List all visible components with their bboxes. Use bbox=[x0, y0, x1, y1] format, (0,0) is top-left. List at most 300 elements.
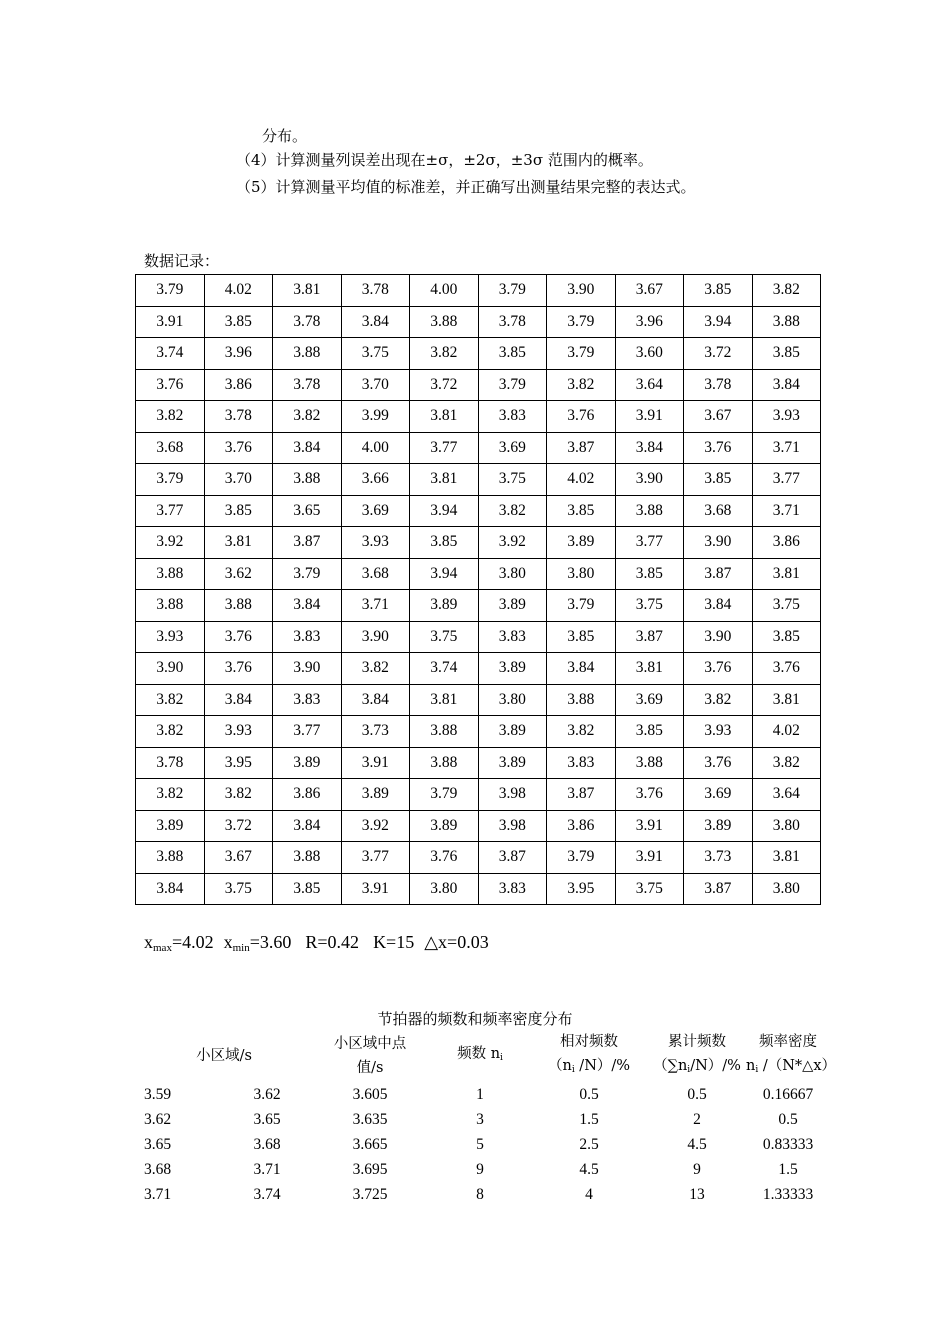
xmax-base: x bbox=[144, 932, 153, 952]
table-cell: 3.78 bbox=[136, 747, 205, 779]
table-cell: 3.74 bbox=[410, 653, 479, 685]
cumulative-frequency: 0.5 bbox=[687, 1085, 707, 1103]
interval-end: 3.71 bbox=[253, 1160, 281, 1178]
table-cell: 3.82 bbox=[136, 716, 205, 748]
table-cell: 3.82 bbox=[341, 653, 410, 685]
table-cell: 3.90 bbox=[136, 653, 205, 685]
table-cell: 3.91 bbox=[341, 747, 410, 779]
table-cell: 3.89 bbox=[410, 590, 479, 622]
table-cell: 3.87 bbox=[273, 527, 342, 559]
count: 9 bbox=[476, 1160, 484, 1178]
table-cell: 3.78 bbox=[478, 306, 547, 338]
table-cell: 3.84 bbox=[752, 369, 821, 401]
table-cell: 3.96 bbox=[204, 338, 273, 370]
table-cell: 3.85 bbox=[752, 338, 821, 370]
header-relative-tail: /N）/% bbox=[574, 1058, 631, 1074]
frequency-row bbox=[138, 1132, 830, 1157]
count: 1 bbox=[476, 1085, 484, 1103]
table-cell: 3.91 bbox=[341, 873, 410, 905]
table-cell: 3.93 bbox=[204, 716, 273, 748]
interval-start: 3.65 bbox=[144, 1135, 172, 1153]
table-cell: 3.91 bbox=[615, 810, 684, 842]
table-cell: 3.85 bbox=[478, 338, 547, 370]
header-midpoint-line2: 值/s bbox=[356, 1060, 384, 1076]
interval-end: 3.68 bbox=[253, 1135, 281, 1153]
midpoint: 3.725 bbox=[352, 1185, 388, 1203]
table-cell: 3.82 bbox=[204, 779, 273, 811]
table-cell: 3.85 bbox=[410, 527, 479, 559]
table-cell: 3.76 bbox=[204, 621, 273, 653]
table-cell: 3.83 bbox=[273, 684, 342, 716]
relative-frequency: 2.5 bbox=[579, 1135, 599, 1153]
table-cell: 3.93 bbox=[752, 401, 821, 433]
table-cell: 3.88 bbox=[273, 464, 342, 496]
table-cell: 3.88 bbox=[204, 590, 273, 622]
header-cumulative-sub: i bbox=[687, 1065, 691, 1075]
table-cell: 3.88 bbox=[615, 747, 684, 779]
interval-start: 3.71 bbox=[144, 1185, 172, 1203]
table-cell: 3.88 bbox=[136, 590, 205, 622]
table-cell: 3.92 bbox=[136, 527, 205, 559]
table-cell: 3.71 bbox=[752, 432, 821, 464]
table-cell: 3.81 bbox=[410, 684, 479, 716]
table-cell: 3.66 bbox=[341, 464, 410, 496]
table-cell: 3.71 bbox=[341, 590, 410, 622]
table-row bbox=[136, 275, 821, 307]
table-cell: 3.91 bbox=[136, 306, 205, 338]
table-row bbox=[136, 464, 821, 496]
table-cell: 3.99 bbox=[341, 401, 410, 433]
table-cell: 3.96 bbox=[615, 306, 684, 338]
table-cell: 3.76 bbox=[684, 432, 753, 464]
header-density-line1: 频率密度 bbox=[759, 1034, 818, 1050]
table-cell: 4.02 bbox=[752, 716, 821, 748]
table-cell: 3.85 bbox=[615, 716, 684, 748]
frequency-row bbox=[138, 1107, 830, 1132]
intro-line-3: （5）计算测量平均值的标准差，并正确写出测量结果完整的表达式。 bbox=[236, 178, 696, 196]
table-cell: 3.86 bbox=[273, 779, 342, 811]
table-cell: 3.87 bbox=[684, 873, 753, 905]
header-relative-n: （n bbox=[547, 1058, 572, 1074]
table-row bbox=[136, 432, 821, 464]
table-cell: 3.82 bbox=[478, 495, 547, 527]
table-cell: 3.73 bbox=[684, 842, 753, 874]
table-cell: 3.84 bbox=[273, 810, 342, 842]
table-row bbox=[136, 527, 821, 559]
interval-end: 3.74 bbox=[253, 1185, 281, 1203]
table-cell: 3.76 bbox=[615, 779, 684, 811]
table-cell: 3.69 bbox=[478, 432, 547, 464]
table-cell: 3.77 bbox=[752, 464, 821, 496]
table-cell: 3.82 bbox=[684, 684, 753, 716]
table-cell: 3.82 bbox=[752, 747, 821, 779]
table-cell: 3.74 bbox=[136, 338, 205, 370]
delta-x-value: △x=0.03 bbox=[424, 932, 489, 952]
table-cell: 3.78 bbox=[341, 275, 410, 307]
table-cell: 3.67 bbox=[615, 275, 684, 307]
relative-frequency: 1.5 bbox=[579, 1110, 599, 1128]
cumulative-frequency: 4.5 bbox=[687, 1135, 707, 1153]
interval-start: 3.68 bbox=[144, 1160, 172, 1178]
data-label: 数据记录： bbox=[144, 252, 220, 270]
table-cell: 3.88 bbox=[273, 338, 342, 370]
table-cell: 3.89 bbox=[273, 747, 342, 779]
table-cell: 3.88 bbox=[136, 842, 205, 874]
table-cell: 3.72 bbox=[410, 369, 479, 401]
header-cumulative-line2 bbox=[648, 1054, 746, 1082]
table-cell: 3.84 bbox=[547, 653, 616, 685]
table-cell: 3.75 bbox=[410, 621, 479, 653]
data-record-table bbox=[135, 274, 821, 905]
table-row bbox=[136, 306, 821, 338]
xmax-sub: max bbox=[153, 942, 172, 954]
table-row bbox=[136, 369, 821, 401]
header-count bbox=[430, 1030, 530, 1082]
table-row bbox=[136, 779, 821, 811]
table-cell: 3.81 bbox=[615, 653, 684, 685]
table-cell: 3.82 bbox=[752, 275, 821, 307]
table-cell: 3.84 bbox=[684, 590, 753, 622]
table-cell: 3.83 bbox=[478, 401, 547, 433]
table-cell: 3.65 bbox=[273, 495, 342, 527]
table-row bbox=[136, 590, 821, 622]
table-cell: 3.76 bbox=[547, 401, 616, 433]
table-cell: 3.89 bbox=[547, 527, 616, 559]
header-density-n: n bbox=[746, 1058, 756, 1074]
table-cell: 3.77 bbox=[273, 716, 342, 748]
table-cell: 3.94 bbox=[410, 495, 479, 527]
table-row bbox=[136, 495, 821, 527]
table-cell: 3.68 bbox=[684, 495, 753, 527]
table-cell: 3.85 bbox=[684, 275, 753, 307]
relative-frequency: 4 bbox=[585, 1185, 593, 1203]
table-cell: 3.69 bbox=[684, 779, 753, 811]
table-cell: 3.98 bbox=[478, 810, 547, 842]
relative-frequency: 0.5 bbox=[579, 1085, 599, 1103]
table-cell: 3.82 bbox=[136, 684, 205, 716]
frequency-table bbox=[138, 1030, 837, 1207]
header-relative bbox=[530, 1030, 648, 1082]
table-cell: 3.94 bbox=[410, 558, 479, 590]
table-cell: 3.70 bbox=[204, 464, 273, 496]
table-cell: 3.67 bbox=[684, 401, 753, 433]
table-cell: 3.85 bbox=[684, 464, 753, 496]
table-cell: 3.90 bbox=[547, 275, 616, 307]
table-cell: 3.75 bbox=[341, 338, 410, 370]
cumulative-frequency: 13 bbox=[689, 1185, 705, 1203]
table-cell: 3.87 bbox=[478, 842, 547, 874]
table-cell: 3.81 bbox=[204, 527, 273, 559]
table-cell: 3.68 bbox=[136, 432, 205, 464]
frequency-row bbox=[138, 1082, 830, 1107]
table-cell: 3.80 bbox=[752, 873, 821, 905]
table-cell: 3.71 bbox=[752, 495, 821, 527]
frequency-density: 0.83333 bbox=[762, 1135, 814, 1153]
table-cell: 3.93 bbox=[341, 527, 410, 559]
table-cell: 3.84 bbox=[136, 873, 205, 905]
cumulative-frequency: 2 bbox=[693, 1110, 701, 1128]
table-cell: 3.84 bbox=[341, 306, 410, 338]
table-cell: 4.02 bbox=[547, 464, 616, 496]
table-cell: 3.81 bbox=[410, 464, 479, 496]
midpoint: 3.605 bbox=[352, 1085, 388, 1103]
table-cell: 3.80 bbox=[547, 558, 616, 590]
count: 3 bbox=[476, 1110, 484, 1128]
table-cell: 3.90 bbox=[684, 621, 753, 653]
interval-start: 3.62 bbox=[144, 1110, 172, 1128]
table-cell: 3.85 bbox=[204, 306, 273, 338]
midpoint: 3.695 bbox=[352, 1160, 388, 1178]
header-density bbox=[746, 1030, 837, 1082]
table-cell: 3.88 bbox=[410, 747, 479, 779]
header-cumulative bbox=[648, 1030, 746, 1082]
table-cell: 3.89 bbox=[478, 747, 547, 779]
table-cell: 3.75 bbox=[478, 464, 547, 496]
table-cell: 3.92 bbox=[478, 527, 547, 559]
header-interval: 小区域/s bbox=[196, 1048, 252, 1064]
table-cell: 3.93 bbox=[136, 621, 205, 653]
table-cell: 3.69 bbox=[341, 495, 410, 527]
table-cell: 3.83 bbox=[273, 621, 342, 653]
table-cell: 3.79 bbox=[478, 369, 547, 401]
table-cell: 3.79 bbox=[547, 842, 616, 874]
table-cell: 3.77 bbox=[615, 527, 684, 559]
table-cell: 3.95 bbox=[547, 873, 616, 905]
table-cell: 3.88 bbox=[752, 306, 821, 338]
table-cell: 3.82 bbox=[136, 779, 205, 811]
table-cell: 4.02 bbox=[204, 275, 273, 307]
frequency-density: 0.5 bbox=[778, 1110, 798, 1128]
frequency-density: 1.5 bbox=[778, 1160, 798, 1178]
table-cell: 3.82 bbox=[273, 401, 342, 433]
table-cell: 3.79 bbox=[273, 558, 342, 590]
table-row bbox=[136, 338, 821, 370]
header-cumulative-n: （∑n bbox=[653, 1058, 688, 1074]
count: 8 bbox=[476, 1185, 484, 1203]
table-cell: 3.88 bbox=[273, 842, 342, 874]
table-cell: 3.94 bbox=[684, 306, 753, 338]
k-value: K=15 bbox=[373, 932, 415, 952]
table-cell: 3.89 bbox=[684, 810, 753, 842]
header-midpoint bbox=[310, 1030, 430, 1082]
table-cell: 3.80 bbox=[478, 684, 547, 716]
table-cell: 3.76 bbox=[752, 653, 821, 685]
table-cell: 3.88 bbox=[136, 558, 205, 590]
table-cell: 3.64 bbox=[615, 369, 684, 401]
frequency-density: 1.33333 bbox=[762, 1185, 814, 1203]
table-cell: 3.88 bbox=[410, 306, 479, 338]
intro-line-1: 分布。 bbox=[262, 127, 308, 145]
table-cell: 3.95 bbox=[204, 747, 273, 779]
table-cell: 3.88 bbox=[547, 684, 616, 716]
table-cell: 3.79 bbox=[547, 590, 616, 622]
table-cell: 3.81 bbox=[273, 275, 342, 307]
table-cell: 3.88 bbox=[615, 495, 684, 527]
table-cell: 3.81 bbox=[752, 842, 821, 874]
table-cell: 3.82 bbox=[547, 369, 616, 401]
table-cell: 3.90 bbox=[684, 527, 753, 559]
table-cell: 3.87 bbox=[547, 779, 616, 811]
table-cell: 3.76 bbox=[136, 369, 205, 401]
table-row bbox=[136, 653, 821, 685]
table-cell: 3.64 bbox=[752, 779, 821, 811]
table-cell: 3.85 bbox=[615, 558, 684, 590]
table-cell: 3.85 bbox=[547, 621, 616, 653]
table-cell: 3.83 bbox=[547, 747, 616, 779]
table-cell: 3.86 bbox=[204, 369, 273, 401]
table-cell: 3.84 bbox=[615, 432, 684, 464]
header-density-tail: /（N*△x） bbox=[758, 1058, 837, 1074]
frequency-row bbox=[138, 1157, 830, 1182]
table-cell: 3.76 bbox=[410, 842, 479, 874]
table-cell: 3.83 bbox=[478, 873, 547, 905]
table-cell: 3.76 bbox=[684, 747, 753, 779]
table-cell: 3.76 bbox=[204, 653, 273, 685]
table-cell: 3.78 bbox=[684, 369, 753, 401]
table-cell: 3.82 bbox=[547, 716, 616, 748]
table-cell: 3.75 bbox=[204, 873, 273, 905]
table-row bbox=[136, 810, 821, 842]
frequency-table-title: 节拍器的频数和频率密度分布 bbox=[377, 1010, 573, 1028]
table-cell: 3.81 bbox=[410, 401, 479, 433]
table-cell: 3.85 bbox=[752, 621, 821, 653]
table-row bbox=[136, 621, 821, 653]
table-cell: 3.77 bbox=[410, 432, 479, 464]
table-cell: 3.75 bbox=[615, 590, 684, 622]
table-cell: 3.85 bbox=[547, 495, 616, 527]
range-value: R=0.42 bbox=[305, 932, 360, 952]
table-row bbox=[136, 401, 821, 433]
table-cell: 3.78 bbox=[204, 401, 273, 433]
interval-end: 3.65 bbox=[253, 1110, 281, 1128]
table-cell: 3.82 bbox=[410, 338, 479, 370]
table-cell: 3.72 bbox=[684, 338, 753, 370]
relative-frequency: 4.5 bbox=[579, 1160, 599, 1178]
table-cell: 3.81 bbox=[752, 684, 821, 716]
table-cell: 3.87 bbox=[684, 558, 753, 590]
table-cell: 3.78 bbox=[273, 306, 342, 338]
table-cell: 3.78 bbox=[273, 369, 342, 401]
table-cell: 3.88 bbox=[410, 716, 479, 748]
frequency-row bbox=[138, 1182, 830, 1207]
xmin-base: x bbox=[223, 932, 233, 952]
table-row bbox=[136, 747, 821, 779]
table-cell: 3.89 bbox=[341, 779, 410, 811]
xmin-value: =3.60 bbox=[249, 932, 292, 952]
interval-start: 3.59 bbox=[144, 1085, 172, 1103]
table-cell: 3.79 bbox=[547, 306, 616, 338]
table-cell: 3.73 bbox=[341, 716, 410, 748]
table-cell: 3.89 bbox=[478, 590, 547, 622]
table-cell: 3.75 bbox=[752, 590, 821, 622]
table-row bbox=[136, 842, 821, 874]
table-row bbox=[136, 873, 821, 905]
table-cell: 3.60 bbox=[615, 338, 684, 370]
table-cell: 3.75 bbox=[615, 873, 684, 905]
table-cell: 3.90 bbox=[615, 464, 684, 496]
intro-line-2: （4）计算测量列误差出现在±σ，±2σ，±3σ 范围内的概率。 bbox=[236, 151, 653, 169]
table-cell: 3.82 bbox=[136, 401, 205, 433]
table-cell: 3.98 bbox=[478, 779, 547, 811]
cumulative-frequency: 9 bbox=[693, 1160, 701, 1178]
table-cell: 3.86 bbox=[547, 810, 616, 842]
table-row bbox=[136, 684, 821, 716]
table-cell: 3.84 bbox=[273, 432, 342, 464]
interval-end: 3.62 bbox=[253, 1085, 281, 1103]
table-cell: 3.86 bbox=[752, 527, 821, 559]
table-cell: 3.67 bbox=[204, 842, 273, 874]
table-cell: 3.85 bbox=[204, 495, 273, 527]
table-cell: 3.77 bbox=[341, 842, 410, 874]
frequency-density: 0.16667 bbox=[762, 1085, 814, 1103]
table-cell: 3.87 bbox=[547, 432, 616, 464]
table-cell: 3.93 bbox=[684, 716, 753, 748]
table-cell: 3.80 bbox=[752, 810, 821, 842]
table-cell: 3.89 bbox=[410, 810, 479, 842]
header-cumulative-line1: 累计频数 bbox=[668, 1034, 727, 1050]
header-relative-line2 bbox=[530, 1054, 648, 1082]
count: 5 bbox=[476, 1135, 484, 1153]
table-cell: 3.85 bbox=[273, 873, 342, 905]
table-row bbox=[136, 558, 821, 590]
table-cell: 3.70 bbox=[341, 369, 410, 401]
table-cell: 3.68 bbox=[341, 558, 410, 590]
table-cell: 4.00 bbox=[410, 275, 479, 307]
xmax-value: =4.02 bbox=[171, 932, 214, 952]
table-cell: 3.84 bbox=[341, 684, 410, 716]
table-cell: 3.76 bbox=[684, 653, 753, 685]
header-cumulative-tail: /N）/% bbox=[690, 1058, 741, 1074]
header-count-text: 频数 n bbox=[457, 1046, 501, 1062]
table-cell: 3.91 bbox=[615, 842, 684, 874]
midpoint: 3.635 bbox=[352, 1110, 388, 1128]
table-cell: 3.79 bbox=[136, 275, 205, 307]
table-cell: 3.79 bbox=[478, 275, 547, 307]
table-cell: 3.92 bbox=[341, 810, 410, 842]
table-cell: 3.90 bbox=[273, 653, 342, 685]
table-cell: 4.00 bbox=[341, 432, 410, 464]
header-relative-line1: 相对频数 bbox=[560, 1034, 619, 1050]
table-cell: 3.72 bbox=[204, 810, 273, 842]
header-midpoint-line1: 小区域中点 bbox=[333, 1036, 407, 1052]
table-cell: 3.79 bbox=[410, 779, 479, 811]
table-cell: 3.91 bbox=[615, 401, 684, 433]
table-cell: 3.89 bbox=[478, 653, 547, 685]
table-cell: 3.87 bbox=[615, 621, 684, 653]
table-cell: 3.69 bbox=[615, 684, 684, 716]
xmin-sub: min bbox=[232, 942, 250, 954]
table-cell: 3.80 bbox=[410, 873, 479, 905]
table-cell: 3.83 bbox=[478, 621, 547, 653]
header-count-sub: i bbox=[500, 1053, 503, 1063]
table-cell: 3.89 bbox=[478, 716, 547, 748]
table-cell: 3.84 bbox=[273, 590, 342, 622]
header-relative-sub: i bbox=[571, 1065, 575, 1075]
stats-line bbox=[144, 932, 489, 954]
table-cell: 3.84 bbox=[204, 684, 273, 716]
table-cell: 3.80 bbox=[478, 558, 547, 590]
table-cell: 3.76 bbox=[204, 432, 273, 464]
table-cell: 3.77 bbox=[136, 495, 205, 527]
table-cell: 3.62 bbox=[204, 558, 273, 590]
table-cell: 3.79 bbox=[136, 464, 205, 496]
table-cell: 3.89 bbox=[136, 810, 205, 842]
table-cell: 3.90 bbox=[341, 621, 410, 653]
table-cell: 3.81 bbox=[752, 558, 821, 590]
header-density-sub: i bbox=[755, 1065, 759, 1075]
header-density-line2 bbox=[746, 1054, 837, 1082]
table-cell: 3.79 bbox=[547, 338, 616, 370]
